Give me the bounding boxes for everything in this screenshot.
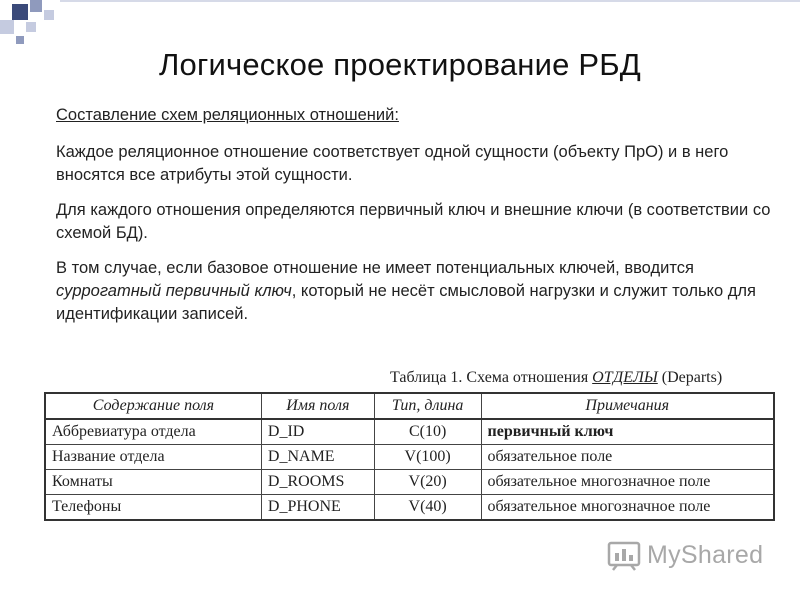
cell-note: первичный ключ [481, 419, 774, 445]
cell-name: D_PHONE [261, 495, 374, 521]
caption-prefix: Таблица 1. Схема отношения [390, 369, 593, 386]
cell-content: Название отдела [45, 445, 261, 470]
cell-type: C(10) [374, 419, 481, 445]
chart-board-icon [607, 539, 643, 571]
table-row [45, 470, 774, 495]
header-field-name: Имя поля [261, 393, 374, 419]
caption-suffix: (Departs) [657, 369, 723, 386]
table-caption [390, 369, 722, 387]
paragraph-3 [56, 257, 776, 326]
myshared-watermark [607, 537, 763, 573]
cell-note: обязательное многозначное поле [481, 470, 774, 495]
table-row [45, 419, 774, 445]
cell-note: обязательное поле [481, 445, 774, 470]
cell-type: V(40) [374, 495, 481, 521]
paragraph-3-italic: суррогатный первичный ключ [56, 282, 292, 300]
slide-body [56, 104, 776, 338]
watermark-text: MyShared [647, 540, 764, 569]
cell-type: V(20) [374, 470, 481, 495]
subheading: Составление схем реляционных отношений: [56, 106, 399, 124]
header-type-length: Тип, длина [374, 393, 481, 419]
cell-name: D_NAME [261, 445, 374, 470]
cell-name: D_ROOMS [261, 470, 374, 495]
table-row [45, 495, 774, 521]
relation-schema-table [44, 392, 775, 521]
cell-content: Телефоны [45, 495, 261, 521]
cell-content: Комнаты [45, 470, 261, 495]
table-header-row [45, 393, 774, 419]
cell-note: обязательное многозначное поле [481, 495, 774, 521]
caption-relation-name: ОТДЕЛЫ [592, 369, 658, 386]
cell-type: V(100) [374, 445, 481, 470]
paragraph-1: Каждое реляционное отношение соответствует одной сущности (объекту ПрО) и в него вносятся все атрибуты этой сущности. [56, 143, 729, 184]
cell-name: D_ID [261, 419, 374, 445]
paragraph-2: Для каждого отношения определяются первичный ключ и внешние ключи (в соответствии со схемой БД). [56, 201, 771, 242]
header-field-content: Содержание поля [45, 393, 261, 419]
paragraph-3-end: , который не несёт смысловой нагрузки и служит только для идентификации записей. [56, 282, 756, 323]
header-notes: Примечания [481, 393, 774, 419]
table-row [45, 445, 774, 470]
cell-content: Аббревиатура отдела [45, 419, 261, 445]
paragraph-3-start: В том случае, если базовое отношение не имеет потенциальных ключей, вводится [56, 259, 694, 277]
slide-title: Логическое проектирование РБД [159, 47, 641, 82]
